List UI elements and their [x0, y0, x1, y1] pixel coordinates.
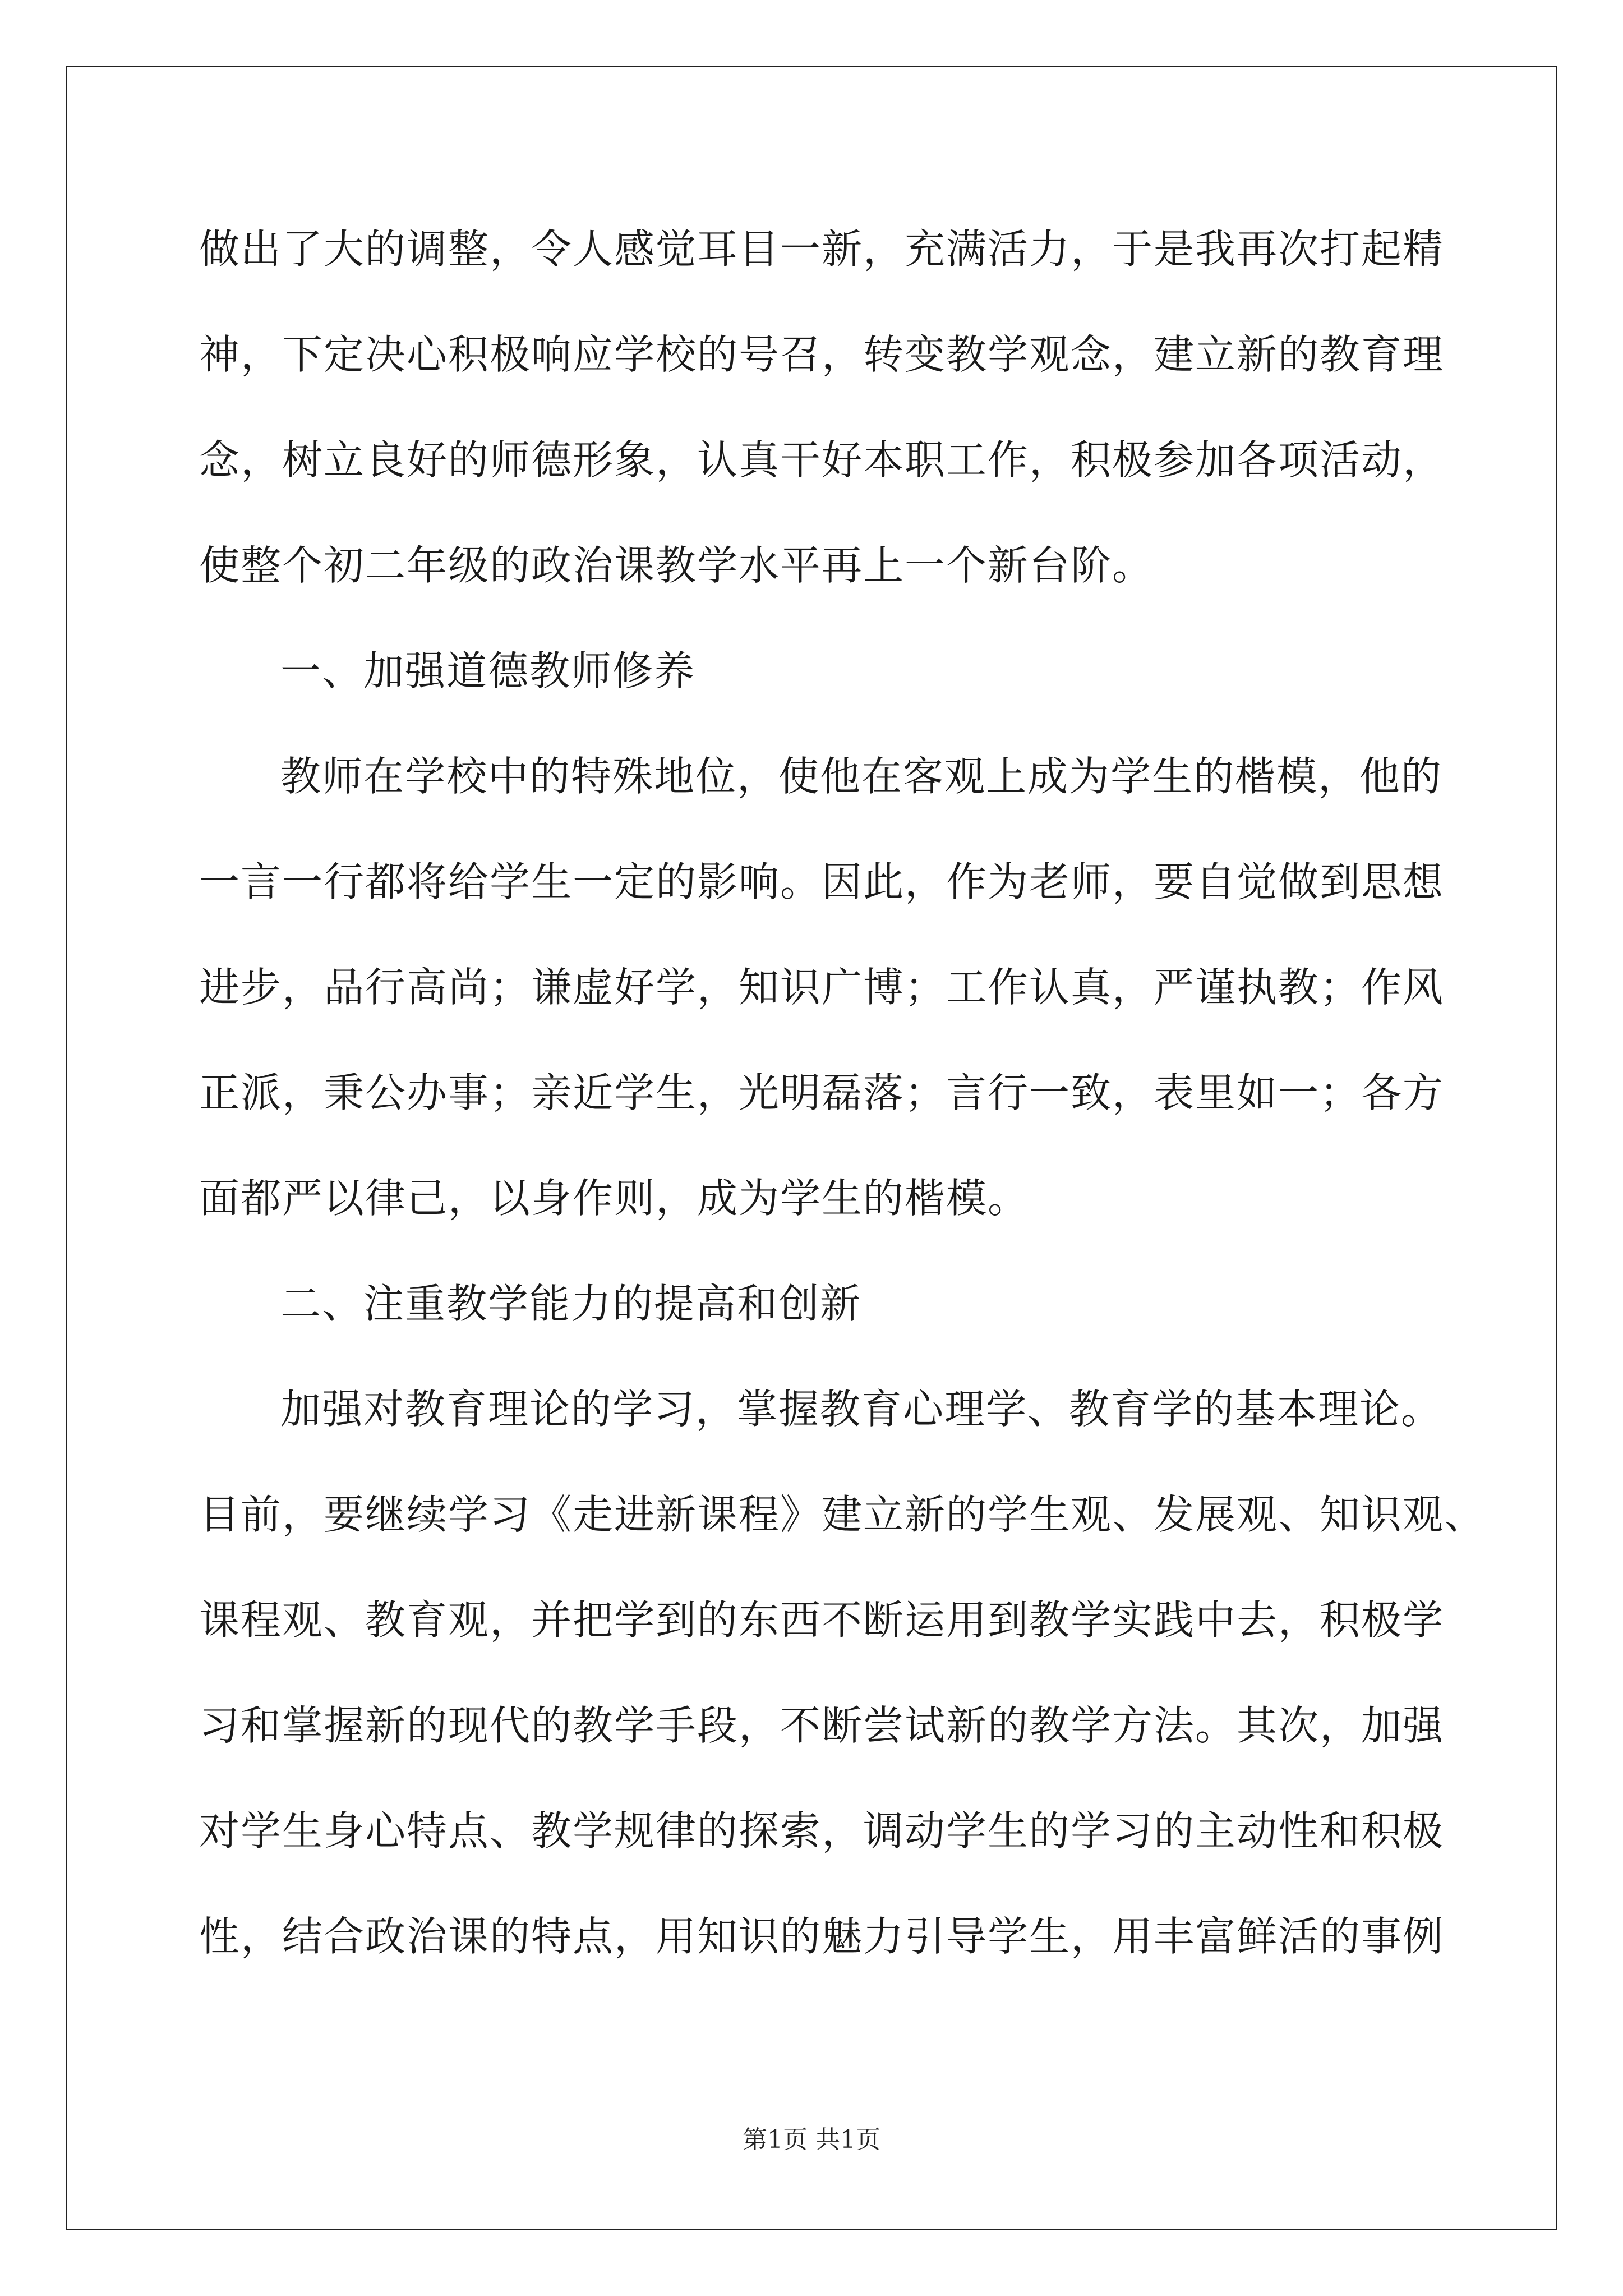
page-number: 第1页 共1页: [743, 2125, 880, 2154]
section-heading-2: 二、注重教学能力的提高和创新: [280, 1280, 862, 1327]
text-line: 目前，要继续学习《走进新课程》建立新的学生观、发展观、知识观、: [199, 1491, 1486, 1538]
text-line: 进步，品行高尚；谦虚好学，知识广博；工作认真，严谨执教；作风: [199, 964, 1445, 1011]
text-line: 神，下定决心积极响应学校的号召，转变教学观念，建立新的教育理: [199, 331, 1445, 378]
text-line: 教师在学校中的特殊地位，使他在客观上成为学生的楷模，他的: [280, 753, 1443, 800]
page-border: [66, 66, 1557, 2230]
text-line: 课程观、教育观，并把学到的东西不断运用到教学实践中去，积极学: [199, 1596, 1445, 1644]
text-line: 念，树立良好的师德形象，认真干好本职工作，积极参加各项活动，: [199, 436, 1445, 484]
text-line: 面都严以律己，以身作则，成为学生的楷模。: [199, 1175, 1030, 1222]
text-line: 性，结合政治课的特点，用知识的魅力引导学生，用丰富鲜活的事例: [199, 1913, 1445, 1960]
text-line: 加强对教育理论的学习，掌握教育心理学、教育学的基本理论。: [280, 1386, 1443, 1433]
text-line: 对学生身心特点、教学规律的探索，调动学生的学习的主动性和积极: [199, 1807, 1445, 1855]
text-line: 做出了大的调整，令人感觉耳目一新，充满活力，于是我再次打起精: [199, 226, 1445, 273]
section-heading-1: 一、加强道德教师修养: [280, 647, 696, 694]
text-line: 一言一行都将给学生一定的影响。因此，作为老师，要自觉做到思想: [199, 858, 1445, 905]
text-line: 习和掌握新的现代的教学手段，不断尝试新的教学方法。其次，加强: [199, 1702, 1445, 1749]
text-line: 使整个初二年级的政治课教学水平再上一个新台阶。: [199, 542, 1154, 589]
text-line: 正派，秉公办事；亲近学生，光明磊落；言行一致，表里如一；各方: [199, 1069, 1445, 1116]
